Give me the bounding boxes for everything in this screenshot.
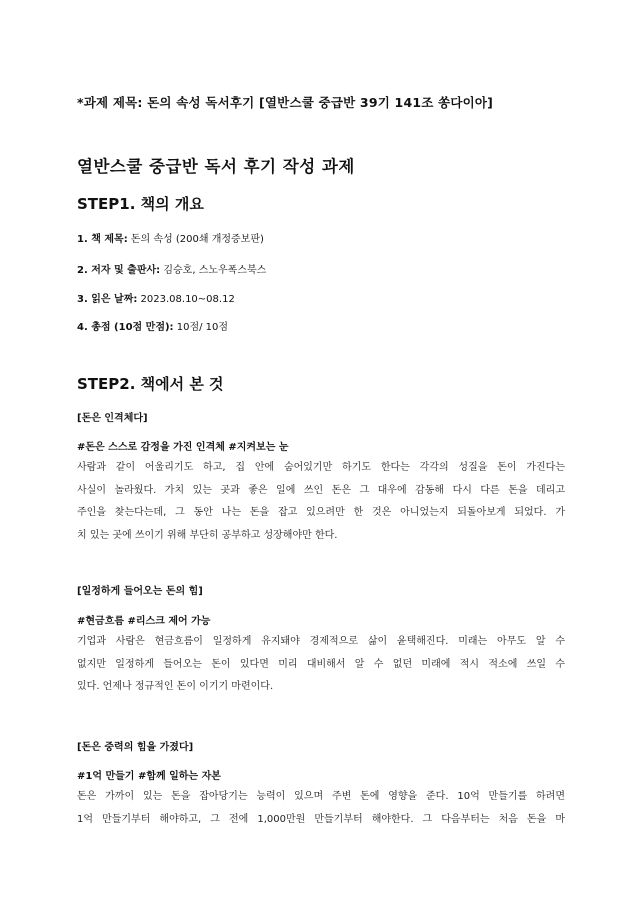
paragraph-line: 기업과 사람은 현금흐름이 일정하게 유지돼야 경제적으로 삶이 윤택해진다. 미래는 아무도 알 수 bbox=[77, 636, 565, 647]
overview-label: 1. 책 제목: bbox=[77, 234, 128, 245]
overview-item-author bbox=[77, 261, 266, 276]
overview-label: 2. 저자 및 출판사: bbox=[77, 265, 161, 276]
step2-heading: STEP2. 책에서 본 것 bbox=[77, 375, 224, 393]
section-tags: #1억 만들기 #함께 일하는 자본 bbox=[77, 771, 221, 782]
overview-item-score bbox=[77, 318, 228, 333]
section-tags: #현금흐름 #리스크 제어 가능 bbox=[77, 616, 211, 627]
paragraph-line: 치 있는 곳에 쓰이기 위해 부단히 공부하고 성장해야만 한다. bbox=[77, 529, 338, 541]
overview-value: 돈의 속성 (200쇄 개정증보판) bbox=[127, 234, 264, 245]
paragraph-line: 주인을 찾는다는데, 그 동안 나는 돈을 잡고 있으려만 한 것은 아니었는지 되돌아보게 되었다. 가 bbox=[77, 507, 565, 518]
step1-heading: STEP1. 책의 개요 bbox=[77, 195, 204, 213]
overview-item-date bbox=[77, 290, 235, 305]
paragraph-line: 사실이 놀라웠다. 가치 있는 곳과 좋은 일에 쓰인 돈은 그 대우에 감동해 다시 다른 돈을 데리고 bbox=[77, 484, 565, 496]
section-title: [일정하게 들어오는 돈의 힘] bbox=[77, 586, 203, 597]
section-title: [돈은 중력의 힘을 가졌다] bbox=[77, 742, 194, 753]
section-tags: #돈은 스스로 감정을 가진 인격체 #지켜보는 눈 bbox=[77, 442, 289, 453]
assignment-title: *과제 제목: 돈의 속성 독서후기 [열반스쿨 중급반 39기 141조 쏭다이아] bbox=[77, 95, 494, 110]
overview-label: 3. 읽은 날짜: bbox=[77, 294, 138, 305]
paragraph-line: 사람과 같이 어울리기도 하고, 집 안에 숨어있기만 하기도 한다는 각각의 성질을 돈이 가진다는 bbox=[77, 462, 565, 473]
overview-value: 2023.08.10~08.12 bbox=[137, 294, 235, 305]
overview-value: 김승호, 스노우폭스북스 bbox=[160, 265, 267, 276]
section-title: [돈은 인격체다] bbox=[77, 413, 148, 424]
main-heading: 열반스쿨 중급반 독서 후기 작성 과제 bbox=[77, 157, 355, 176]
section-paragraph bbox=[77, 786, 565, 831]
paragraph-line: 있다. 언제나 정규적인 돈이 이기기 마련이다. bbox=[77, 681, 274, 692]
section-paragraph bbox=[77, 631, 565, 699]
section-paragraph bbox=[77, 457, 565, 547]
paragraph-line: 없지만 일정하게 들어오는 돈이 있다면 미리 대비해서 알 수 없던 미래에 적시 적소에 쓰일 수 bbox=[77, 658, 565, 670]
paragraph-line: 1억 만들기부터 해야하고, 그 전에 1,000만원 만들기부터 해야한다. 그 다음부터는 처음 돈을 마 bbox=[77, 813, 565, 825]
overview-item-title bbox=[77, 230, 264, 245]
paragraph-line: 돈은 가까이 있는 돈을 잡아당기는 능력이 있으며 주변 돈에 영향을 준다. 10억 만들기를 하려면 bbox=[77, 791, 565, 802]
overview-label: 4. 총점 (10점 만점): bbox=[77, 322, 174, 333]
overview-value: 10점/ 10점 bbox=[173, 322, 229, 333]
